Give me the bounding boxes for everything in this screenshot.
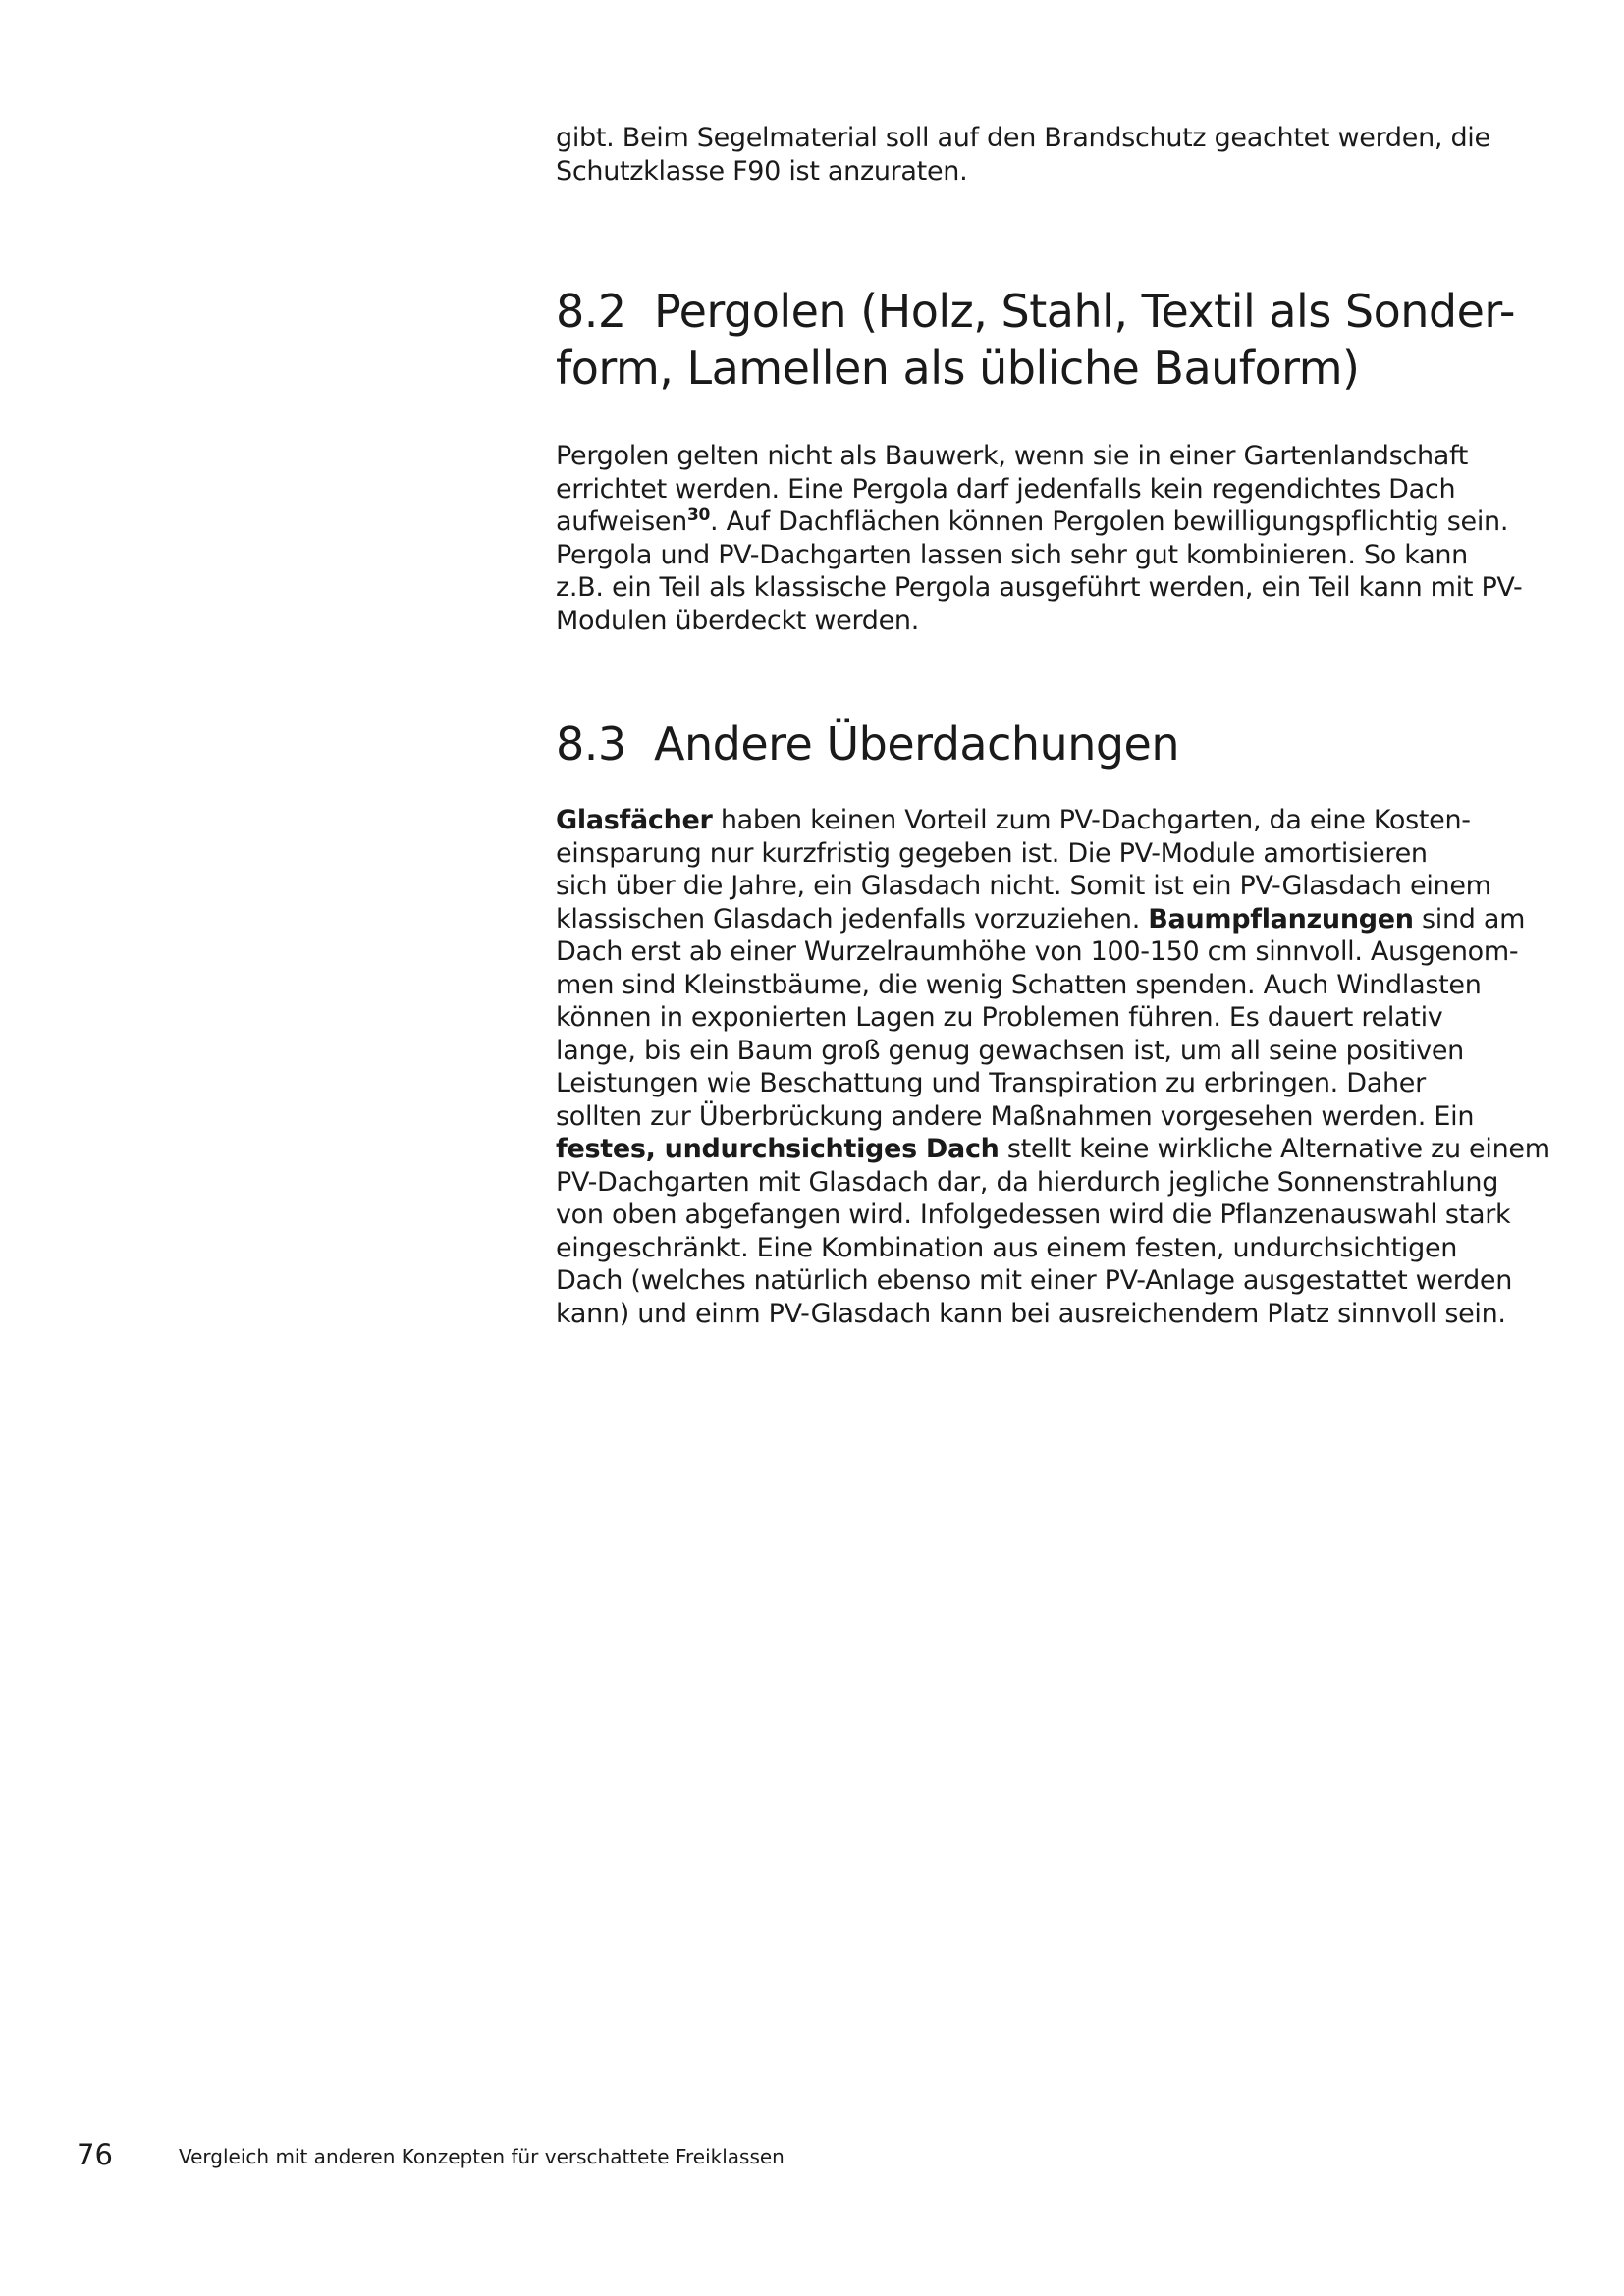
section-title-line: form, Lamellen als übliche Bauform) [556, 342, 1360, 395]
text-line: Dach erst ab einer Wurzelraumhöhe von 100-150 cm sinnvoll. Ausgenom- [556, 936, 1519, 967]
text-line: einsparung nur kurzfristig gegeben ist. Die PV-Module amortisieren [556, 837, 1428, 869]
text-line: Schutzklasse F90 ist anzuraten. [556, 155, 968, 187]
text-fragment: stellt keine wirkliche Alternative zu einem [999, 1134, 1550, 1164]
text-line: men sind Kleinstbäume, die wenig Schatten spenden. Auch Windlasten [556, 969, 1482, 1000]
text-line: z.B. ein Teil als klassische Pergola ausgeführt werden, ein Teil kann mit PV- [556, 572, 1523, 603]
pergolen-paragraph [556, 440, 1523, 637]
text-line: Modulen überdeckt werden. [556, 605, 920, 636]
text-line: Pergolen gelten nicht als Bauwerk, wenn sie in einer Gartenlandschaft [556, 441, 1469, 471]
ueberdachungen-paragraph [556, 804, 1550, 1330]
section-number: 8.2 [556, 285, 626, 338]
text-fragment: aufweisen [556, 507, 687, 537]
text-fragment: klassischen Glasdach jedenfalls vorzuziehen. [556, 903, 1149, 934]
text-line: sich über die Jahre, ein Glasdach nicht. Somit ist ein PV-Glasdach einem [556, 871, 1491, 901]
text-line: Leistungen wie Beschattung und Transpiration zu erbringen. Daher [556, 1068, 1426, 1098]
text-line: gibt. Beim Segelmaterial soll auf den Brandschutz geachtet werden, die [556, 123, 1490, 153]
section-title: Andere Überdachungen [654, 718, 1180, 771]
bold-term: Baumpflanzungen [1148, 903, 1414, 934]
text-line: errichtet werden. Eine Pergola darf jedenfalls kein regendichtes Dach [556, 473, 1456, 505]
text-line: sollten zur Überbrückung andere Maßnahmen vorgesehen werden. Ein [556, 1100, 1475, 1132]
text-line: von oben abgefangen wird. Infolgedessen wird die Pflanzenauswahl stark [556, 1200, 1511, 1230]
bold-term: Glasfächer [556, 805, 713, 835]
text-line: eingeschränkt. Eine Kombination aus einem festen, undurchsichtigen [556, 1232, 1458, 1263]
text-fragment: . Auf Dachflächen können Pergolen bewilligungspflichtig sein. [710, 507, 1509, 537]
page-number: 76 [77, 2138, 113, 2171]
text-line: Pergola und PV-Dachgarten lassen sich sehr gut kombinieren. So kann [556, 539, 1468, 570]
text-line: kann) und einm PV-Glasdach kann bei ausreichendem Platz sinnvoll sein. [556, 1298, 1506, 1329]
text-fragment: haben keinen Vorteil zum PV-Dachgarten, da eine Kosten- [712, 805, 1471, 835]
text-line: lange, bis ein Baum groß genug gewachsen ist, um all seine positiven [556, 1035, 1464, 1066]
main-content [556, 122, 1550, 1330]
section-title-line: Pergolen (Holz, Stahl, Textil als Sonder- [654, 285, 1515, 338]
bold-term: festes, undurchsichtiges Dach [556, 1134, 1000, 1164]
section-heading-8-3 [556, 716, 1489, 773]
footnote-reference: 30 [686, 506, 711, 525]
running-title: Vergleich mit anderen Konzepten für verschattete Freiklassen [179, 2145, 785, 2168]
text-line: Dach (welches natürlich ebenso mit einer PV-Anlage ausgestattet werden [556, 1265, 1513, 1296]
text-line: PV-Dachgarten mit Glasdach dar, da hierdurch jegliche Sonnenstrahlung [556, 1166, 1499, 1198]
intro-paragraph [556, 122, 1489, 187]
text-fragment: sind am [1413, 903, 1526, 934]
section-number: 8.3 [556, 718, 626, 771]
text-line: können in exponierten Lagen zu Problemen führen. Es dauert relativ [556, 1002, 1443, 1033]
page-footer [77, 2135, 960, 2174]
section-heading-8-2 [556, 283, 1515, 397]
